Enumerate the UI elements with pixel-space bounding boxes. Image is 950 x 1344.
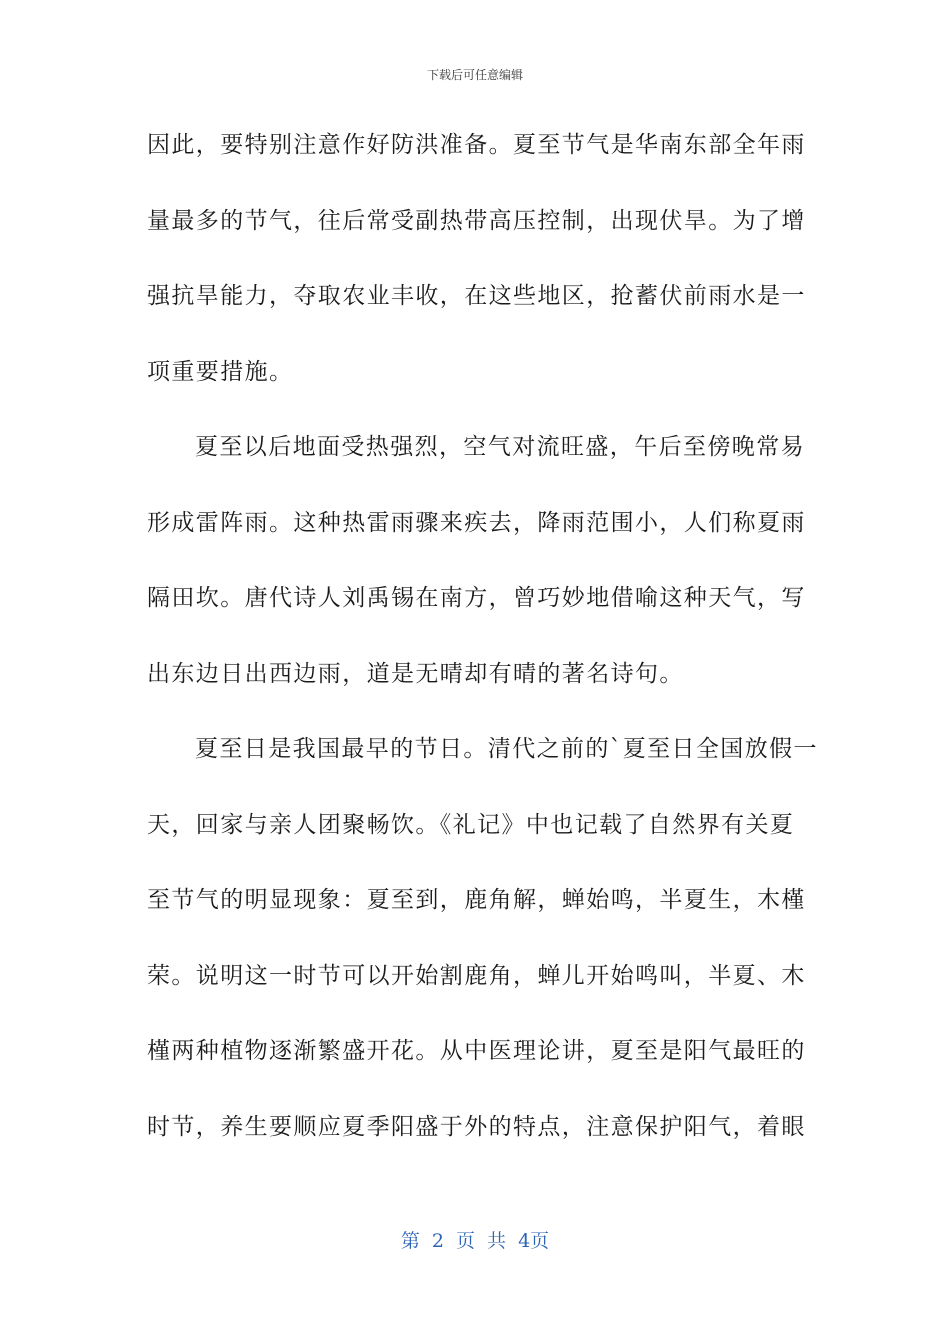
text-line-14: 时节，养生要顺应夏季阳盛于外的特点，注意保护阳气，着眼 xyxy=(147,1113,806,1140)
text-line-11: 至节气的明显现象：夏至到，鹿角解，蝉始鸣，半夏生，木槿 xyxy=(147,887,806,913)
text-line-9: 夏至日是我国最早的节日。清代之前的`夏至日全国放假一 xyxy=(195,736,818,762)
text-line-4: 项重要措施。 xyxy=(147,358,294,385)
page-number-footer: 第 2 页 共 4页 xyxy=(400,1230,550,1252)
text-line-7: 隔田坎。唐代诗人刘禹锡在南方，曾巧妙地借喻这种天气，写 xyxy=(147,585,806,611)
text-line-10: 天，回家与亲人团聚畅饮。《礼记》中也记载了自然界有关夏 xyxy=(147,811,795,838)
text-line-5: 夏至以后地面受热强烈，空气对流旺盛，午后至傍晚常易 xyxy=(195,434,805,460)
text-line-3: 强抗旱能力，夺取农业丰收，在这些地区，抢蓄伏前雨水是一 xyxy=(147,283,806,309)
text-line-13: 槿两种植物逐渐繁盛开花。从中医理论讲，夏至是阳气最旺的 xyxy=(147,1038,806,1064)
text-line-8: 出东边日出西边雨，道是无晴却有晴的著名诗句。 xyxy=(147,660,684,687)
text-line-6: 形成雷阵雨。这种热雷雨骤来疾去，降雨范围小，人们称夏雨 xyxy=(147,509,806,536)
text-line-2: 量最多的节气，往后常受副热带高压控制，出现伏旱。为了增 xyxy=(147,207,806,234)
text-line-12: 荣。说明这一时节可以开始割鹿角，蝉儿开始鸣叫，半夏、木 xyxy=(147,962,806,989)
document-body xyxy=(147,122,818,1179)
page-header: 下载后可任意编辑 xyxy=(426,68,523,82)
text-line-1: 因此，要特别注意作好防洪准备。夏至节气是华南东部全年雨 xyxy=(147,132,806,158)
